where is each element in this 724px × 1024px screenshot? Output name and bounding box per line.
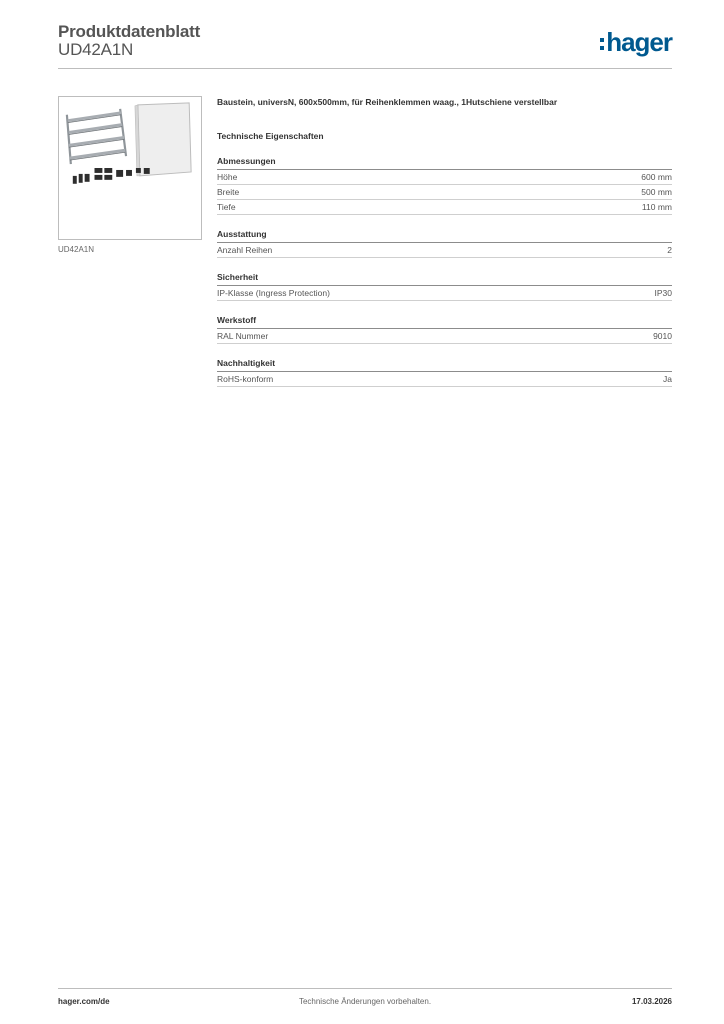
footer-divider <box>58 988 672 989</box>
spec-row <box>217 200 672 215</box>
section-heading: Ausstattung <box>217 229 672 243</box>
spec-value: Ja <box>663 374 672 384</box>
header-divider <box>58 68 672 69</box>
spec-row <box>217 286 672 301</box>
product-code: UD42A1N <box>58 40 134 59</box>
section-ausstattung <box>217 229 672 258</box>
spec-label: Breite <box>217 187 240 197</box>
product-details <box>217 96 672 387</box>
spec-row <box>217 329 672 344</box>
spec-value: 600 mm <box>641 172 672 182</box>
logo-wordmark: hager <box>606 27 672 57</box>
spec-label: RoHS-konform <box>217 374 274 384</box>
section-sicherheit <box>217 272 672 301</box>
change-notice: Technische Änderungen vorbehalten. <box>298 997 432 1006</box>
logo-dots-icon <box>600 38 604 50</box>
product-description: Baustein, universN, 600x500mm, für Reihenklemmen waag., 1Hutschiene verstellbar <box>217 97 558 107</box>
page-title: Produktdatenblatt <box>58 22 201 41</box>
spec-label: Tiefe <box>217 202 236 212</box>
section-werkstoff <box>217 315 672 344</box>
spec-row <box>217 372 672 387</box>
spec-value: 110 mm <box>641 202 672 212</box>
section-abmessungen <box>217 156 672 215</box>
page-footer <box>58 997 672 1011</box>
section-heading: Sicherheit <box>217 272 672 286</box>
spec-label: Anzahl Reihen <box>217 245 273 255</box>
page-header <box>58 20 672 70</box>
hager-logo <box>600 28 672 56</box>
section-nachhaltigkeit <box>217 358 672 387</box>
spec-value: 9010 <box>653 331 672 341</box>
tech-properties-title: Technische Eigenschaften <box>217 131 324 141</box>
section-heading: Abmessungen <box>217 156 672 170</box>
product-image <box>58 96 202 240</box>
spec-value: 500 mm <box>641 187 672 197</box>
spec-row <box>217 243 672 258</box>
spec-label: RAL Nummer <box>217 331 269 341</box>
spec-row <box>217 170 672 185</box>
product-illustration-icon <box>59 97 201 239</box>
spec-label: IP-Klasse (Ingress Protection) <box>217 288 330 298</box>
spec-row <box>217 185 672 200</box>
section-heading: Werkstoff <box>217 315 672 329</box>
image-caption: UD42A1N <box>58 245 95 254</box>
section-heading: Nachhaltigkeit <box>217 358 672 372</box>
spec-value: IP30 <box>654 288 672 298</box>
spec-label: Höhe <box>217 172 238 182</box>
spec-value: 2 <box>667 245 672 255</box>
website-link[interactable]: hager.com/de <box>58 997 110 1006</box>
print-date: 17.03.2026 <box>631 997 672 1006</box>
